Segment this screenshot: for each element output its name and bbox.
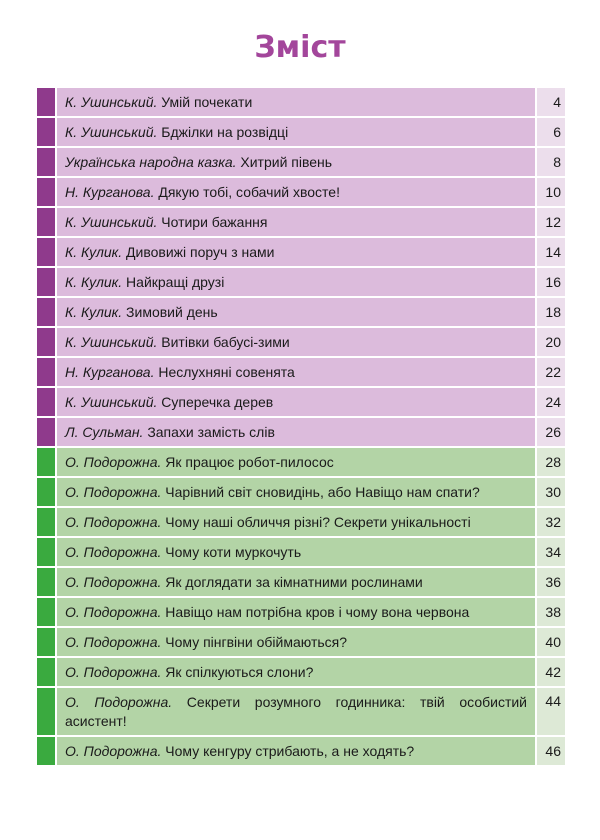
- toc-row: [37, 268, 565, 296]
- toc-title: Чому кенгуру стрибають, а не ходять?: [165, 742, 415, 759]
- toc-entry-text: [57, 658, 535, 686]
- toc-page-number: 6: [537, 118, 565, 146]
- toc-entry-text: [57, 238, 535, 266]
- section-stripe: [37, 508, 55, 536]
- toc-author: О. Подорожна.: [65, 693, 173, 710]
- toc-author: О. Подорожна.: [65, 483, 162, 500]
- section-stripe: [37, 118, 55, 146]
- toc-page-number: 26: [537, 418, 565, 446]
- toc-page-number: 8: [537, 148, 565, 176]
- toc-page-number: 24: [537, 388, 565, 416]
- toc-row: [37, 208, 565, 236]
- toc-page-number: 12: [537, 208, 565, 236]
- section-stripe: [37, 658, 55, 686]
- toc-row: [37, 538, 565, 566]
- toc-title: Бджілки на розвідці: [161, 123, 289, 140]
- toc-row: [37, 598, 565, 626]
- toc-page-number: 46: [537, 737, 565, 765]
- toc-author: Н. Курганова.: [65, 363, 155, 380]
- toc-title: Умій почекати: [161, 93, 253, 110]
- section-stripe: [37, 148, 55, 176]
- toc-title: Секрети розумного годинника: твій особистий асистент!: [65, 693, 528, 729]
- toc-entry-text: [57, 268, 535, 296]
- toc-author: О. Подорожна.: [65, 742, 162, 759]
- toc-entry-text: [57, 298, 535, 326]
- toc-title: Зимовий день: [126, 303, 218, 320]
- toc-row: [37, 358, 565, 386]
- toc-entry-text: [57, 208, 535, 236]
- toc-author: О. Подорожна.: [65, 603, 162, 620]
- toc-title: Чому наші обличчя різні? Секрети унікальності: [165, 513, 471, 530]
- toc-entry-text: [57, 508, 535, 536]
- toc-row: [37, 628, 565, 656]
- section-stripe: [37, 538, 55, 566]
- toc-title: Дивовижі поруч з нами: [126, 243, 275, 260]
- toc-entry-text: [57, 688, 535, 735]
- toc-author: О. Подорожна.: [65, 543, 162, 560]
- toc-row: [37, 178, 565, 206]
- section-stripe: [37, 208, 55, 236]
- toc-title: Суперечка дерев: [161, 393, 274, 410]
- section-stripe: [37, 358, 55, 386]
- toc-author: К. Ушинський.: [65, 213, 158, 230]
- toc-title: Навіщо нам потрібна кров і чому вона червона: [165, 603, 470, 620]
- toc-entry-text: [57, 628, 535, 656]
- toc-row: [37, 737, 565, 765]
- section-stripe: [37, 238, 55, 266]
- toc-entry-text: [57, 148, 535, 176]
- toc-row: [37, 298, 565, 326]
- table-of-contents: [37, 88, 565, 767]
- toc-entry-text: [57, 598, 535, 626]
- toc-row: [37, 118, 565, 146]
- toc-entry-text: [57, 88, 535, 116]
- toc-author: К. Ушинський.: [65, 333, 158, 350]
- toc-author: К. Ушинський.: [65, 93, 158, 110]
- section-stripe: [37, 418, 55, 446]
- toc-author: К. Кулик.: [65, 273, 123, 290]
- toc-title: Чарівний світ сновидінь, або Навіщо нам спати?: [165, 483, 480, 500]
- toc-entry-text: [57, 328, 535, 356]
- toc-author: К. Кулик.: [65, 303, 123, 320]
- toc-author: Н. Курганова.: [65, 183, 155, 200]
- toc-title: Запахи замість слів: [147, 423, 275, 440]
- toc-page-number: 18: [537, 298, 565, 326]
- toc-row: [37, 388, 565, 416]
- toc-page-number: 30: [537, 478, 565, 506]
- toc-page-number: 16: [537, 268, 565, 296]
- section-stripe: [37, 478, 55, 506]
- toc-title: Найкращі друзі: [126, 273, 225, 290]
- toc-row: [37, 658, 565, 686]
- toc-author: К. Ушинський.: [65, 123, 158, 140]
- toc-entry-text: [57, 418, 535, 446]
- toc-entry-text: [57, 448, 535, 476]
- toc-author: О. Подорожна.: [65, 663, 162, 680]
- toc-entry-text: [57, 538, 535, 566]
- section-stripe: [37, 688, 55, 735]
- toc-entry-text: [57, 358, 535, 386]
- toc-row: [37, 568, 565, 596]
- toc-row: [37, 148, 565, 176]
- section-stripe: [37, 598, 55, 626]
- toc-author: О. Подорожна.: [65, 453, 162, 470]
- section-stripe: [37, 737, 55, 765]
- toc-title: Як працює робот-пилосос: [165, 453, 334, 470]
- toc-page-number: 34: [537, 538, 565, 566]
- toc-author: К. Ушинський.: [65, 393, 158, 410]
- toc-page-number: 4: [537, 88, 565, 116]
- toc-page-number: 10: [537, 178, 565, 206]
- toc-page-number: 32: [537, 508, 565, 536]
- page-title: Зміст: [254, 30, 346, 65]
- toc-entry-text: [57, 178, 535, 206]
- toc-row: [37, 688, 565, 735]
- toc-entry-text: [57, 478, 535, 506]
- toc-entry-text: [57, 388, 535, 416]
- toc-title: Чому пінгвіни обіймаються?: [165, 633, 348, 650]
- toc-row: [37, 478, 565, 506]
- toc-page-number: 36: [537, 568, 565, 596]
- toc-page-number: 44: [537, 688, 565, 735]
- toc-entry-text: [57, 118, 535, 146]
- toc-entry-text: [57, 568, 535, 596]
- toc-page-number: 20: [537, 328, 565, 356]
- toc-author: О. Подорожна.: [65, 633, 162, 650]
- toc-row: [37, 88, 565, 116]
- toc-title: Як спілкуються слони?: [165, 663, 314, 680]
- toc-row: [37, 448, 565, 476]
- toc-row: [37, 418, 565, 446]
- section-stripe: [37, 568, 55, 596]
- toc-title: Неслухняні совенята: [158, 363, 295, 380]
- section-stripe: [37, 298, 55, 326]
- toc-row: [37, 238, 565, 266]
- section-stripe: [37, 628, 55, 656]
- toc-entry-text: [57, 737, 535, 765]
- toc-page-number: 38: [537, 598, 565, 626]
- section-stripe: [37, 388, 55, 416]
- toc-page-number: 22: [537, 358, 565, 386]
- section-stripe: [37, 328, 55, 356]
- toc-author: Л. Сульман.: [65, 423, 144, 440]
- section-stripe: [37, 178, 55, 206]
- toc-row: [37, 508, 565, 536]
- toc-author: Українська народна казка.: [65, 153, 237, 170]
- toc-author: О. Подорожна.: [65, 573, 162, 590]
- toc-row: [37, 328, 565, 356]
- toc-title: Чотири бажання: [161, 213, 268, 230]
- toc-page-number: 14: [537, 238, 565, 266]
- toc-author: О. Подорожна.: [65, 513, 162, 530]
- toc-author: К. Кулик.: [65, 243, 123, 260]
- toc-title: Дякую тобі, собачий хвосте!: [158, 183, 340, 200]
- toc-title: Витівки бабусі-зими: [161, 333, 290, 350]
- toc-page-number: 42: [537, 658, 565, 686]
- section-stripe: [37, 448, 55, 476]
- toc-title: Як доглядати за кімнатними рослинами: [165, 573, 423, 590]
- toc-title: Чому коти муркочуть: [165, 543, 302, 560]
- toc-page-number: 40: [537, 628, 565, 656]
- toc-page-number: 28: [537, 448, 565, 476]
- section-stripe: [37, 88, 55, 116]
- section-stripe: [37, 268, 55, 296]
- toc-title: Хитрий півень: [240, 153, 333, 170]
